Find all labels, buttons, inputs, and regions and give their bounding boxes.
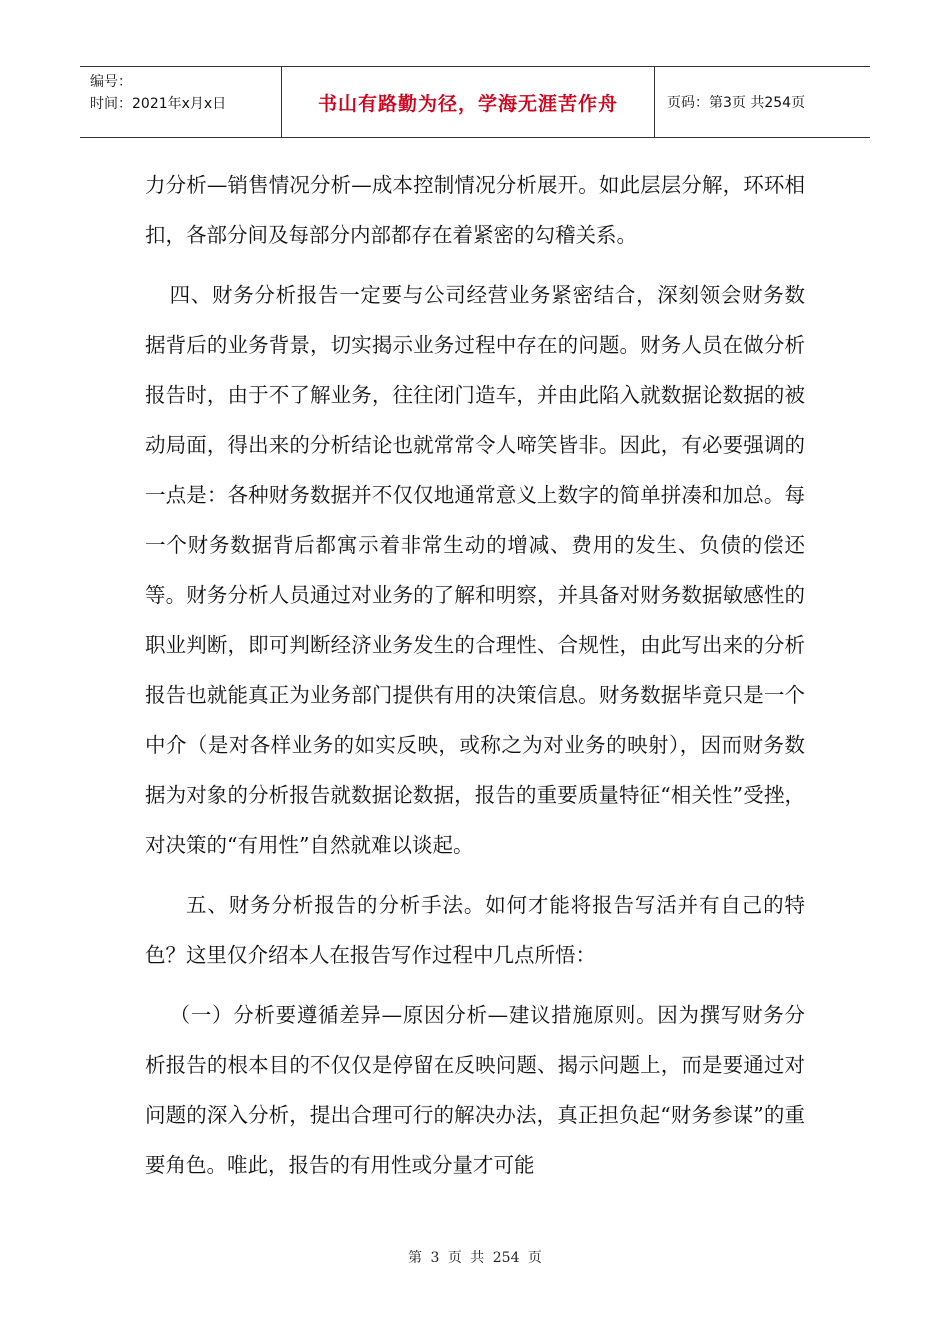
header-meta (80, 67, 282, 137)
paragraph-continuation: 力分析—销售情况分析—成本控制情况分析展开。如此层层分解，环环相扣，各部分间及每部分内部都存在着紧密的勾稽关系。 (145, 173, 805, 247)
header-motto: 书山有路勤为径，学海无涯苦作舟 (282, 67, 655, 137)
paragraph-section-five: 五、财务分析报告的分析手法。如何才能将报告写活并有自己的特色？这里仅介绍本人在报告写作过程中几点所悟： (145, 893, 805, 967)
document-body (145, 160, 805, 1190)
paragraph-section-four: 四、财务分析报告一定要与公司经营业务紧密结合，深刻领会财务数据背后的业务背景，切实揭示业务过程中存在的问题。财务人员在做分析报告时，由于不了解业务，往往闭门造车，并由此陷入就数据论数据的被动局面，得出来的分析结论也就常常令人啼笑皆非。因此，有必要强调的一点是：各种财务数据并不仅仅地通常意义上数字的简单拼凑和加总。每一个财务数据背后都寓示着非常生动的增减、费用的发生、负债的偿还等。财务分析人员通过对业务的了解和明察，并具备对财务数据敏感性的职业判断，即可判断经济业务发生的合理性、合规性，由此写出来的分析报告也就能真正为业务部门提供有用的决策信息。财务数据毕竟只是一个中介（是对各样业务的如实反映，或称之为对业务的映射），因而财务数据为对象的分析报告就数据论数据，报告的重要质量特征“相关性”受挫，对决策的“有用性”自然就难以谈起。 (145, 283, 805, 857)
number-label: 编号： (90, 74, 132, 90)
page-header (80, 66, 870, 138)
page-footer: 第 3 页 共 254 页 (408, 1250, 542, 1266)
paragraph-subsection-one: （一）分析要遵循差异—原因分析—建议措施原则。因为撰写财务分析报告的根本目的不仅仅是停留在反映问题、揭示问题上，而是要通过对问题的深入分析，提出合理可行的解决办法，真正担负起“财务参谋”的重要角色。唯此，报告的有用性或分量才可能 (145, 1003, 805, 1177)
time-label: 时间：2021年x月x日 (90, 96, 227, 112)
header-page-info: 页码：第3页 共254页 (667, 95, 806, 111)
